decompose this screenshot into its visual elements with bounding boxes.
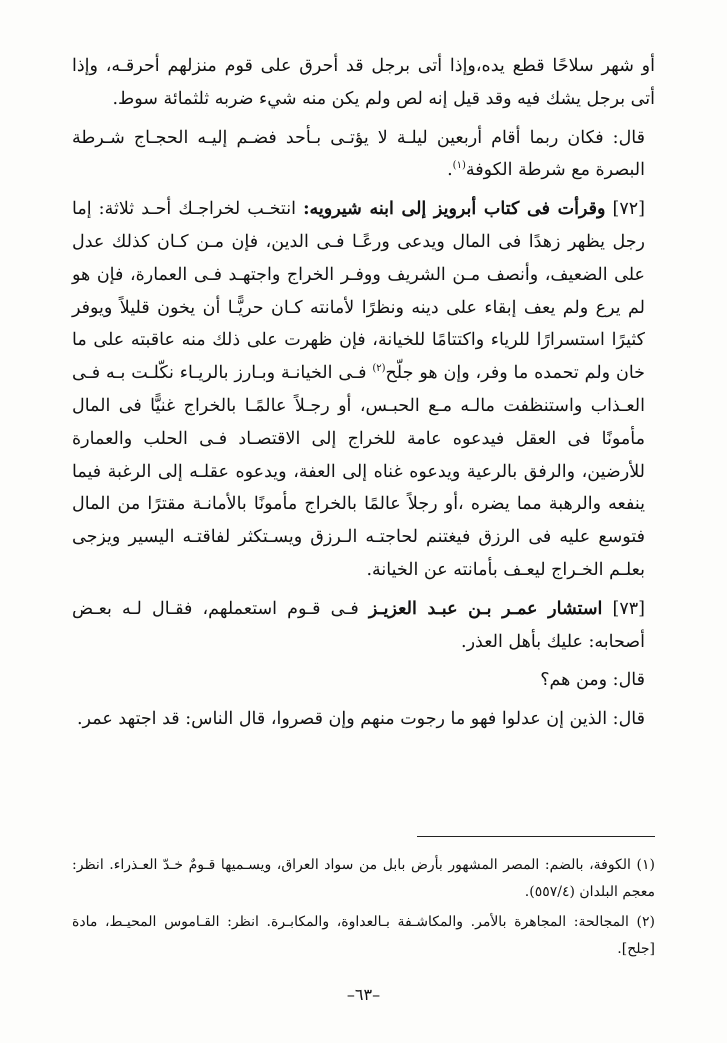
paragraph-answer: قال: الذين إن عدلوا فهو ما رجوت منهم وإن قصروا، قال الناس: قد اجتهد عمر. — [76, 709, 645, 730]
footnote-1: (١) الكوفة، بالضم: المصر المشهور بأرض بابل من سواد العراق، ويسـميها قـومٌ خـدّ العـذراء. انظر: معجم البلدان (٥٥٧/٤). — [72, 857, 655, 900]
paragraph-question: قال: ومن هم؟ — [540, 670, 645, 691]
entry-text-72a: انتخـب لخراجـك أحـد ثلاثة: إما رجل يظهر زهدًا فى المال ويدعى ورعًـا فـى الدين، فإن مـن كـان كذلك عدل على الضعيف، وأنصف مـن الشريف ووفـر الخراج واجتهـد فـى العمارة، فإن هو لم يرع ولم يعف إبقاء على دينه ونظرًا لأمانته كـان حريًّـا أن يخون قليلاً ويوفر كثيرًا استسرارًا للرياء واكتتامًا للخيانة، فإن ظهرت على ذلك منه عاقبته على ما خان ولم تحمده ما وفر، وإن هو جلّح — [72, 199, 645, 384]
entry-number-72: [٧٢] — [612, 199, 645, 220]
entry-heading-73: استشار عمـر بـن عبـد العزيـز — [368, 598, 603, 619]
entry-heading-72: وقرأت فى كتاب أبرويز إلى ابنه شيرويه: — [303, 199, 606, 220]
entry-number-73: [٧٣] — [612, 598, 645, 619]
footnotes — [72, 852, 655, 966]
paragraph-2-end: . — [447, 160, 453, 181]
paragraph-73 — [72, 593, 655, 659]
entry-text-73: فـى قـوم استعملهم، فقـال لـه بعـض أصحابه: عليك بأهل العذر. — [72, 598, 645, 652]
paragraph-72 — [72, 193, 655, 587]
footnote-ref-2[interactable]: (٢) — [372, 363, 386, 375]
entry-text-72b: فـى الخيانـة وبـارز بالريـاء نكّلـت بـه فـى العـذاب واستنظفت مالـه مـع الحبـس، أو رجـلاً عالمًـا بالخراج غنيًّا فى المال مأمونًا فى العقل فيدعوه عامة للخراج إلى الاقتصـاد فـى الحلب والعمارة للأرضين، والرفق بالرعية ويدعوه غناه إلى العفة، ويدعوه عقلـه إلى الرغبة فيما ينفعه والرهبة مما يضره ،أو رجلاً عالمًا بالخراج مأمونًا بالأمانـة مقترًا من المال فتوسع عليه فى الرزق فيغتنم لحاجتـه الـرزق ويسـتكثر لفاقتـه اليسير ويزجى بعلـم الخـراج ليعـف بأمانته عن الخيانة. — [72, 363, 645, 580]
footnote-2: (٢) المجالحة: المجاهرة بالأمر. والمكاشـفة بـالعداوة، والمكابـرة. انظر: القـاموس المحيـط، مادة [جلح]. — [72, 914, 655, 957]
paragraph-2-text: قال: فكان ربما أقام أربعين ليلـة لا يؤتـى بـأحد فضـم إليـه الحجـاج شـرطة البصرة مع شرطة الكوفة — [72, 127, 645, 181]
paragraph-2 — [72, 122, 655, 188]
footnote-ref-1[interactable]: (١) — [452, 160, 466, 172]
paragraph-1: أو شهر سلاحًا قطع يده،وإذا أتى برجل قد أحرق على قوم منزلهم أحرقـه، وإذا أتى برجل يشك فيه وقد قيل إنه لص ولم يكن منه شيء ضربه ثلثمائة سوط. — [72, 56, 655, 109]
page-number: –٦٣– — [346, 985, 381, 1004]
main-text — [72, 50, 655, 742]
footnote-divider — [417, 836, 655, 837]
